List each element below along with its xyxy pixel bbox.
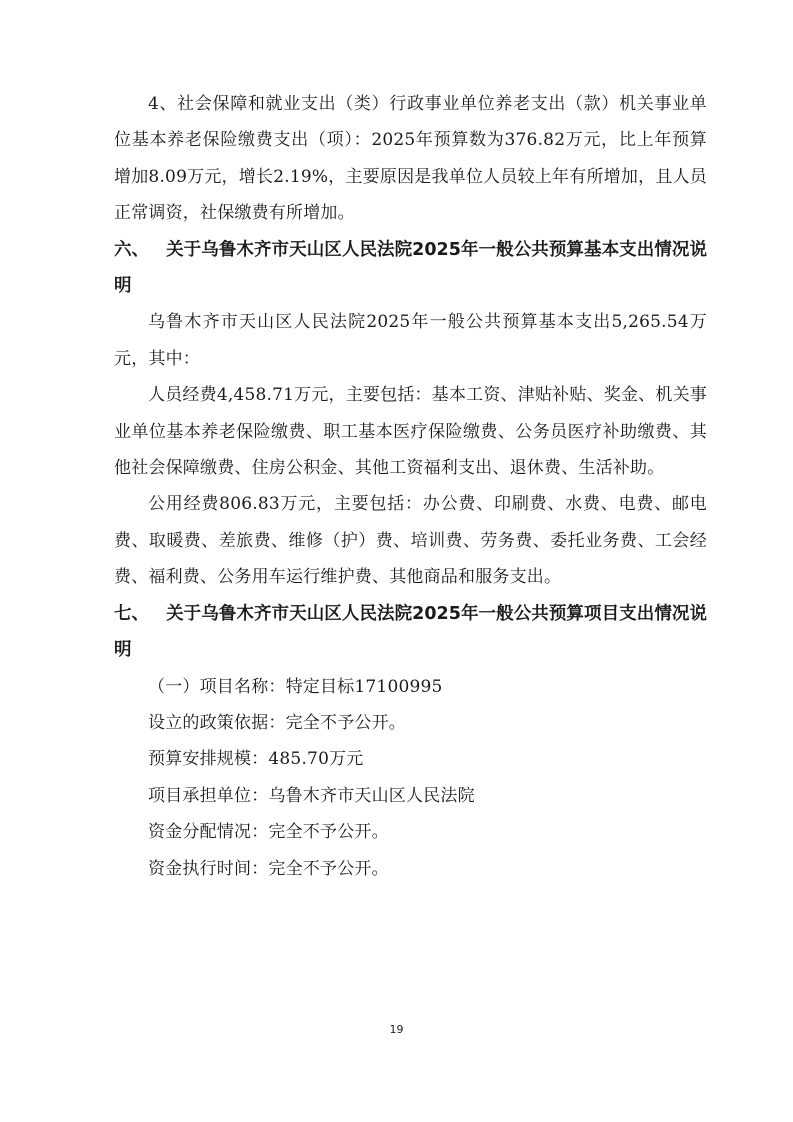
- section-heading-basic-expenditure: [114, 232, 707, 305]
- paragraph-basic-expenditure-total: 乌鲁木齐市天山区人民法院2025年一般公共预算基本支出5,265.54万元，其中：: [114, 312, 707, 369]
- paragraph-personnel-expense: 人员经费4,458.71万元，主要包括：基本工资、津贴补贴、奖金、机关事业单位基本养老保险缴费、职工基本医疗保险缴费、公务员医疗补助缴费、其他社会保障缴费、住房公积金、其他工资福利支出、退休费、生活补助。: [114, 385, 707, 479]
- project-undertaking-unit: 项目承担单位：乌鲁木齐市天山区人民法院: [148, 785, 475, 806]
- paragraph-social-security-expense: 4、社会保障和就业支出（类）行政事业单位养老支出（款）机关事业单位基本养老保险缴费支出（项）：2025年预算数为376.82万元，比上年预算增加8.09万元，增长2.19%，主要原因是我单位人员较上年有所增加，且人员正常调资，社保缴费有所增加。: [114, 94, 707, 224]
- section-title: 关于乌鲁木齐市天山区人民法院2025年一般公共预算项目支出情况说明: [114, 603, 707, 661]
- section-heading-project-expenditure: [114, 596, 707, 669]
- project-name-line: （一）项目名称：特定目标17100995: [148, 676, 443, 697]
- project-policy-basis: 设立的政策依据：完全不予公开。: [148, 712, 406, 733]
- page-number: 19: [389, 1023, 404, 1036]
- section-title: 关于乌鲁木齐市天山区人民法院2025年一般公共预算基本支出情况说明: [114, 239, 707, 297]
- paragraph-public-expense: 公用经费806.83万元，主要包括：办公费、印刷费、水费、电费、邮电费、取暖费、差旅费、维修（护）费、培训费、劳务费、委托业务费、工会经费、福利费、公务用车运行维护费、其他商品和服务支出。: [114, 494, 707, 588]
- document-body: [114, 86, 707, 887]
- section-number: 七、: [114, 603, 149, 624]
- project-budget-scale: 预算安排规模：485.70万元: [148, 749, 364, 770]
- section-number: 六、: [114, 239, 149, 260]
- project-fund-allocation: 资金分配情况：完全不予公开。: [148, 822, 389, 843]
- project-execution-time: 资金执行时间：完全不予公开。: [148, 858, 389, 879]
